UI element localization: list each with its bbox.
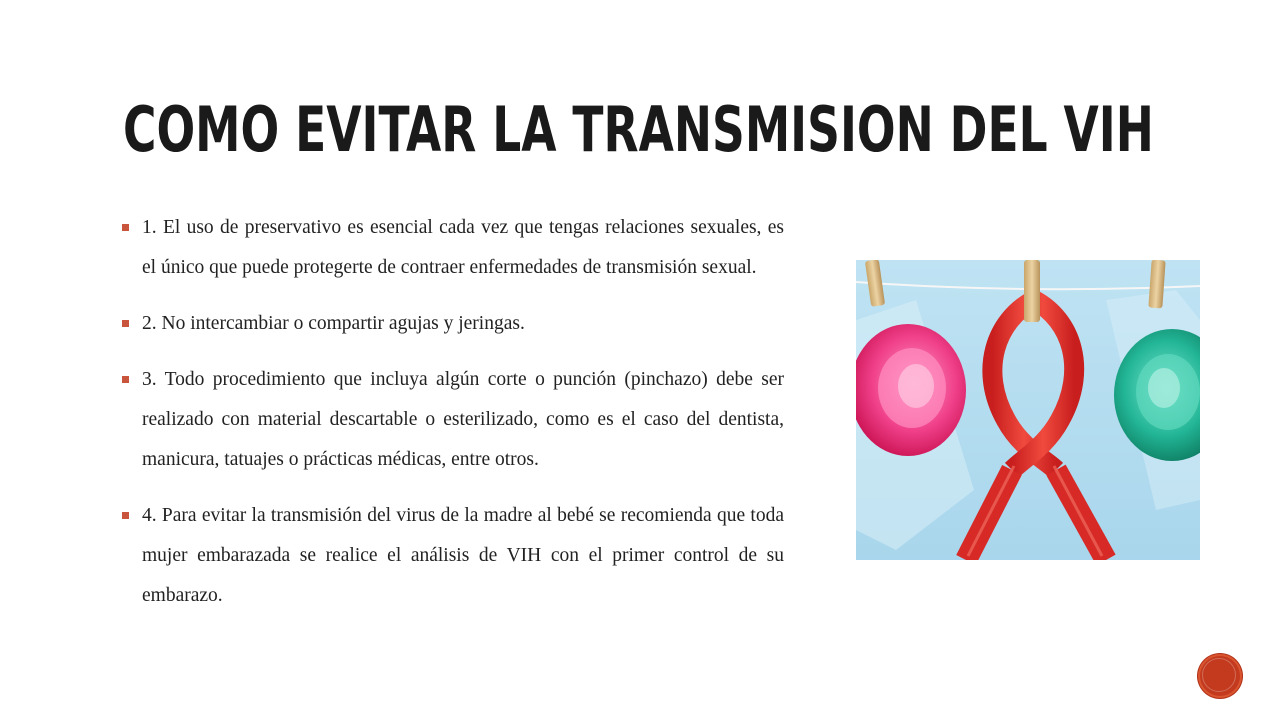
bullet-text: 3. Todo procedimiento que incluya algún corte o punción (pinchazo) debe ser realizado con material descartable o esterilizado, como es el caso del dentista, manicura, tatuajes o prácticas médicas, entre otros.	[142, 369, 784, 470]
corner-decoration-circle	[1198, 654, 1242, 698]
bullet-list	[122, 208, 784, 632]
bullet-square-icon	[122, 512, 129, 519]
bullet-text: 1. El uso de preservativo es esencial cada vez que tengas relaciones sexuales, es el único que puede protegerte de contraer enfermedades de transmisión sexual.	[142, 217, 784, 278]
bullet-square-icon	[122, 320, 129, 327]
bullet-item-1	[122, 208, 784, 288]
bullet-text: 2. No intercambiar o compartir agujas y jeringas.	[142, 313, 525, 334]
red-ribbon-condoms-image	[856, 260, 1200, 560]
bullet-item-2	[122, 304, 784, 344]
bullet-text: 4. Para evitar la transmisión del virus de la madre al bebé se recomienda que toda mujer embarazada se realice el análisis de VIH con el primer control de su embarazo.	[142, 505, 784, 606]
bullet-item-4	[122, 496, 784, 616]
bullet-square-icon	[122, 376, 129, 383]
bullet-square-icon	[122, 224, 129, 231]
slide-title: COMO EVITAR LA TRANSMISION DEL VIH	[123, 93, 1154, 166]
bullet-item-3	[122, 360, 784, 480]
